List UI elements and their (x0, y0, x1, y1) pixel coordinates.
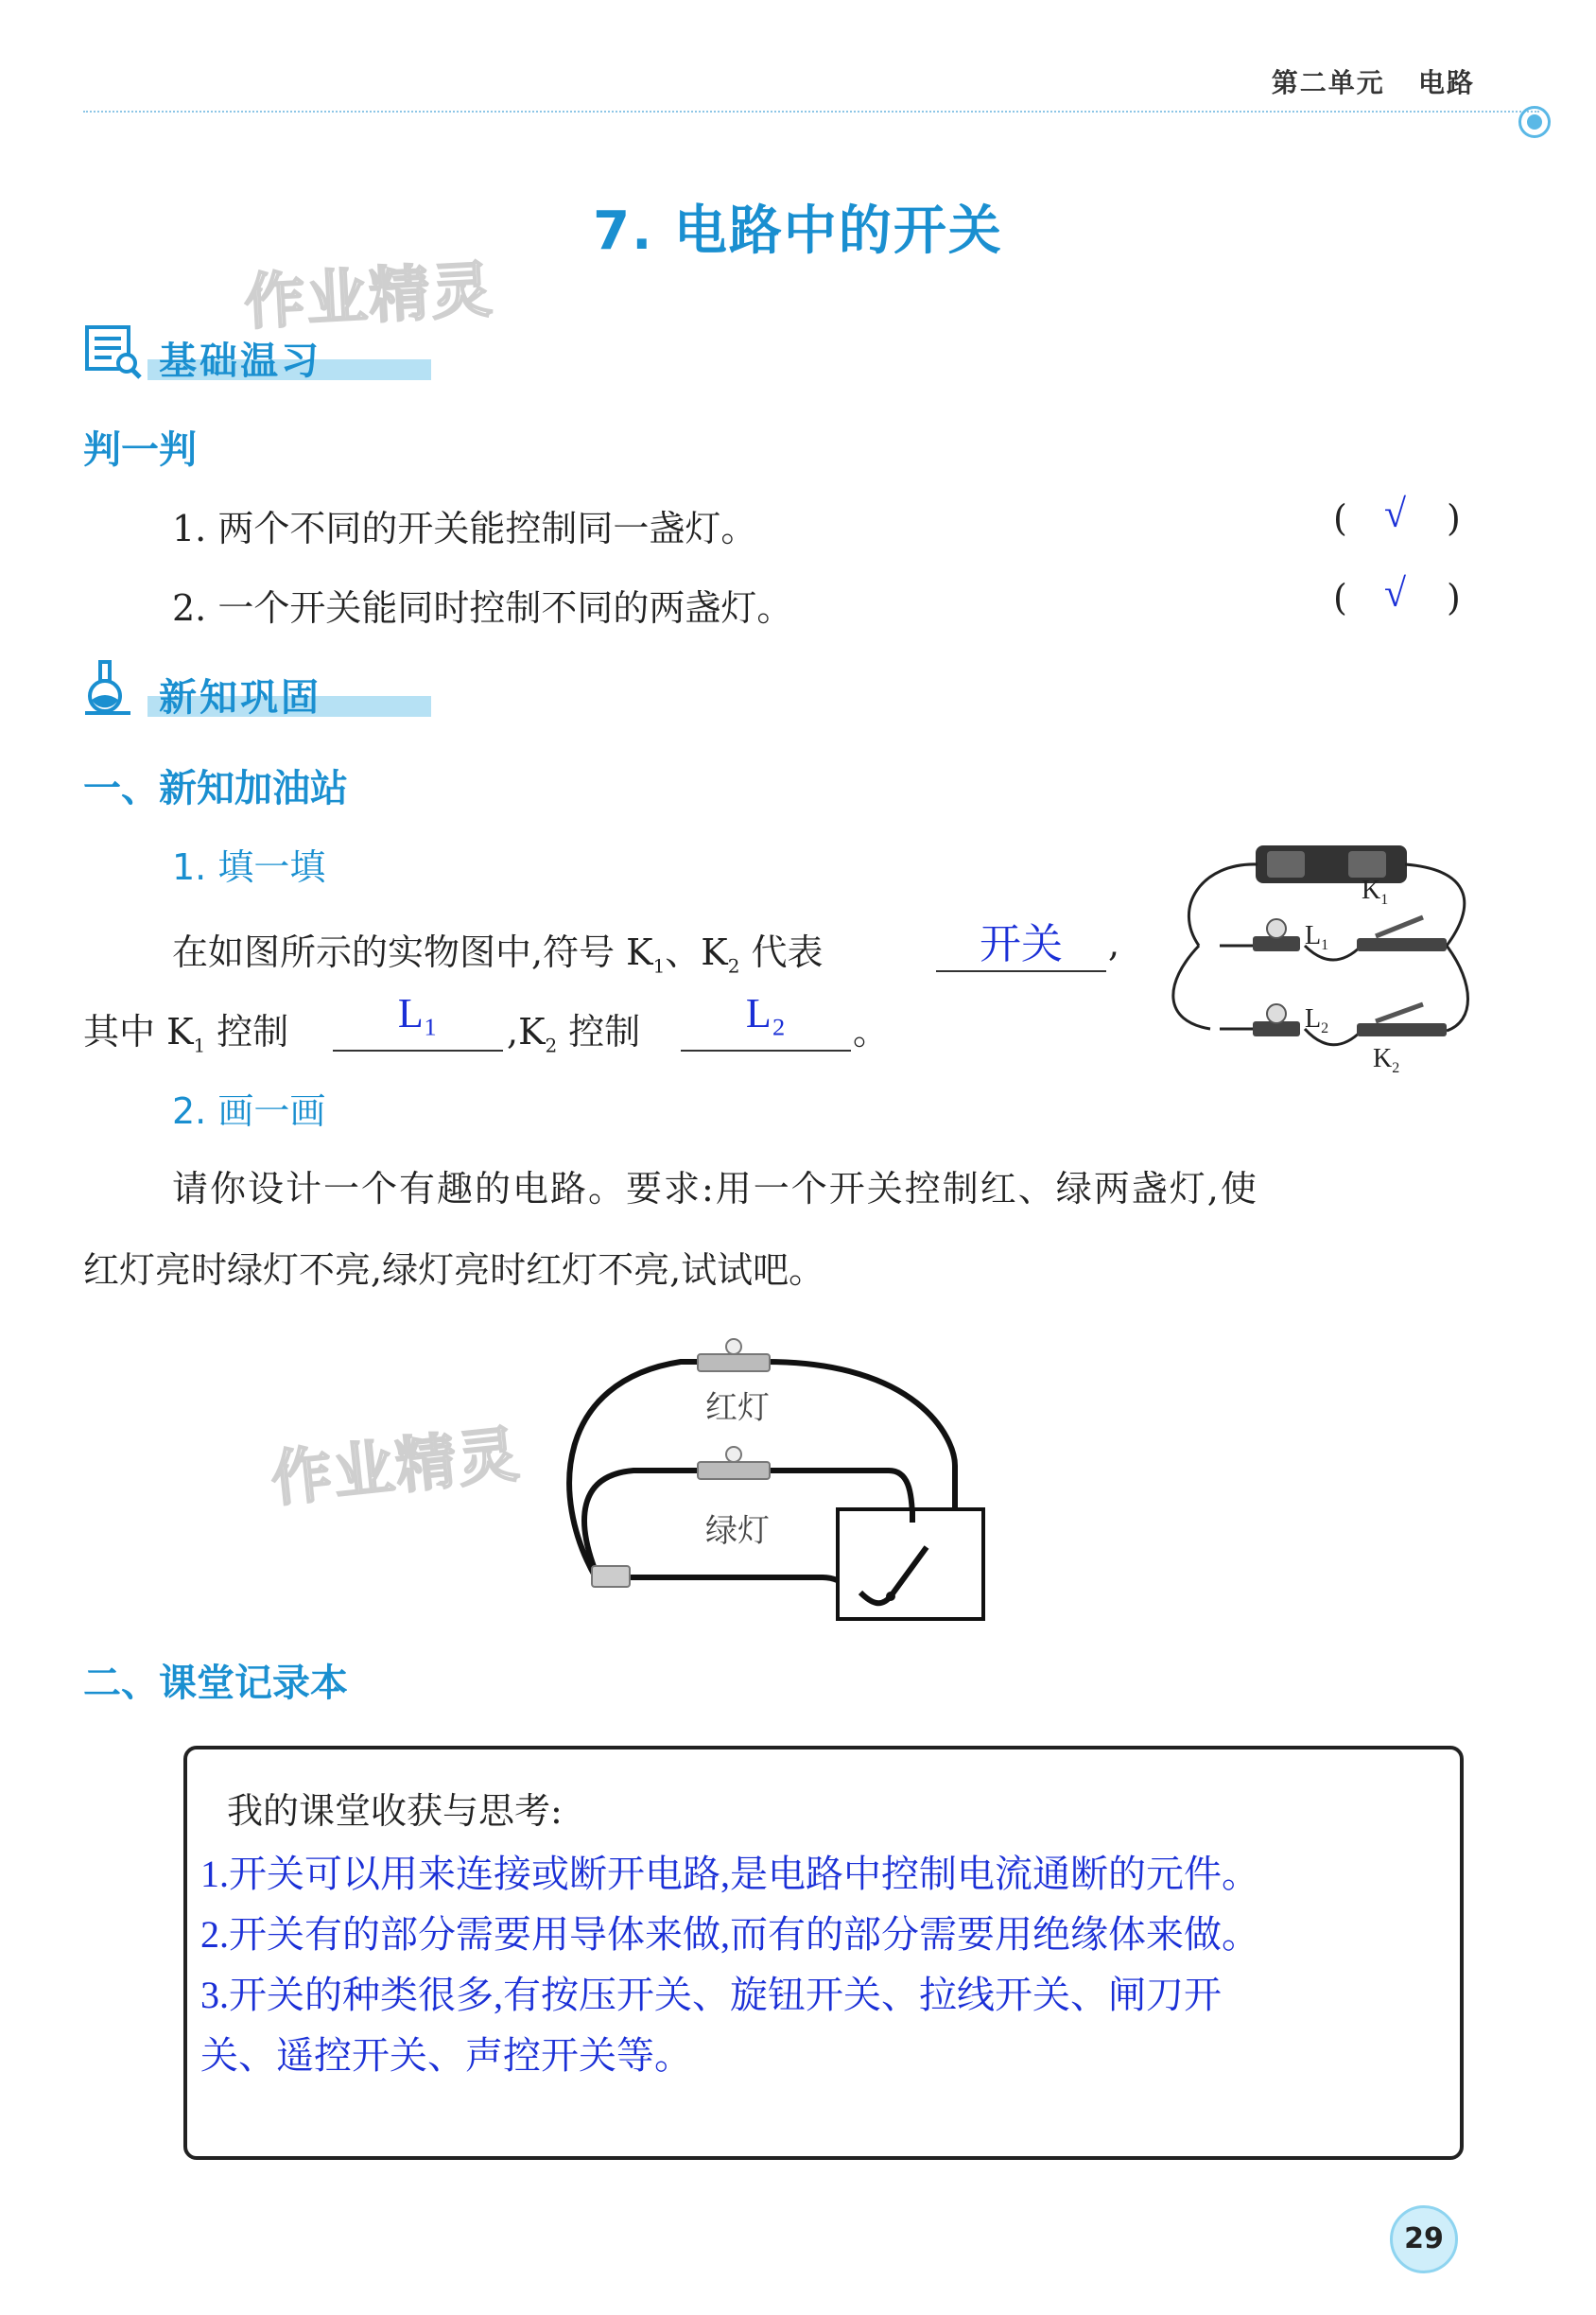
notebook-icon (83, 323, 144, 380)
label-green-lamp: 绿灯 (705, 1512, 770, 1550)
label-l1: $L_1$ (1305, 921, 1329, 953)
judge-bracket-open: ( (1333, 577, 1347, 618)
fill-title: 1. 填一填 (172, 846, 326, 888)
page-number: 29 (1390, 2205, 1458, 2273)
judge-answer-1: √ (1384, 493, 1407, 536)
fill-period: 。 (853, 1011, 890, 1053)
judge-item-2: 2. 一个开关能同时控制不同的两盏灯。 (172, 587, 793, 629)
flask-icon (83, 660, 144, 717)
switch-icon (1357, 1023, 1447, 1036)
circuit-diagram-parallel (1163, 842, 1484, 1078)
fill-line-1: 在如图所示的实物图中,符号 $K_1$、$K_2$ 代表 (172, 931, 824, 978)
watermark: 作业精灵 (242, 255, 496, 339)
header-text (1272, 62, 1475, 100)
part1-title: 一、新知加油站 (83, 767, 348, 810)
answer-blank-1: 开关 (936, 910, 1106, 972)
switch-box (838, 1509, 983, 1619)
draw-title: 2. 画一画 (172, 1090, 326, 1132)
record-line-4: 关、遥控开关、声控开关等。 (200, 2034, 692, 2077)
fill-comma: , (1108, 923, 1120, 965)
watermark: 作业精灵 (268, 1419, 524, 1516)
record-box-title: 我的课堂收获与思考: (227, 1790, 563, 1832)
draw-line-1: 请你设计一个有趣的电路。要求:用一个开关控制红、绿两盏灯,使 (172, 1168, 1258, 1210)
label-red-lamp: 红灯 (705, 1389, 770, 1427)
fill-line-2b: $,K_2$ 控制 (507, 1011, 641, 1057)
battery-icon (592, 1566, 630, 1587)
judge-answer-2: √ (1384, 572, 1407, 616)
judge-bracket-close: ) (1447, 577, 1461, 618)
label-k1: $K_1$ (1362, 876, 1389, 908)
red-lamp-icon (698, 1354, 770, 1371)
subtitle-judge: 判一判 (83, 428, 197, 472)
header-rule (83, 111, 1539, 113)
record-line-1: 1.开关可以用来连接或断开电路,是电路中控制电流通断的元件。 (200, 1853, 1259, 1895)
section-banner-basic (83, 322, 348, 388)
section-banner-new (83, 658, 348, 724)
draw-line-2: 红灯亮时绿灯不亮,绿灯亮时红灯不亮,试试吧。 (83, 1249, 825, 1291)
page-title: 7. 电路中的开关 (593, 200, 1003, 262)
section-banner-basic-text: 基础温习 (159, 339, 321, 383)
circuit-diagram-switch (539, 1324, 993, 1636)
header-circle-icon (1518, 106, 1551, 138)
answer-blank-3: L₂ (681, 989, 851, 1052)
judge-bracket-open: ( (1333, 497, 1347, 539)
judge-item-1: 1. 两个不同的开关能控制同一盏灯。 (172, 508, 757, 549)
record-line-3: 3.开关的种类很多,有按压开关、旋钮开关、拉线开关、闸刀开 (200, 1974, 1222, 2016)
switch-icon (1357, 938, 1447, 951)
green-lamp-icon (698, 1462, 770, 1479)
record-box (183, 1746, 1464, 2160)
label-l2: $L_2$ (1305, 1004, 1329, 1036)
header-unit: 第二单元 (1271, 67, 1385, 98)
answer-blank-2: L₁ (333, 989, 503, 1052)
header-topic: 电路 (1417, 67, 1475, 98)
section-banner-new-text: 新知巩固 (159, 676, 321, 720)
fill-line-2a: 其中 $K_1$ 控制 (83, 1011, 289, 1057)
judge-bracket-close: ) (1447, 497, 1461, 539)
record-line-2: 2.开关有的部分需要用导体来做,而有的部分需要用绝缘体来做。 (200, 1913, 1259, 1956)
part2-title: 二、课堂记录本 (83, 1662, 348, 1705)
label-k2: $K_2$ (1373, 1044, 1400, 1076)
